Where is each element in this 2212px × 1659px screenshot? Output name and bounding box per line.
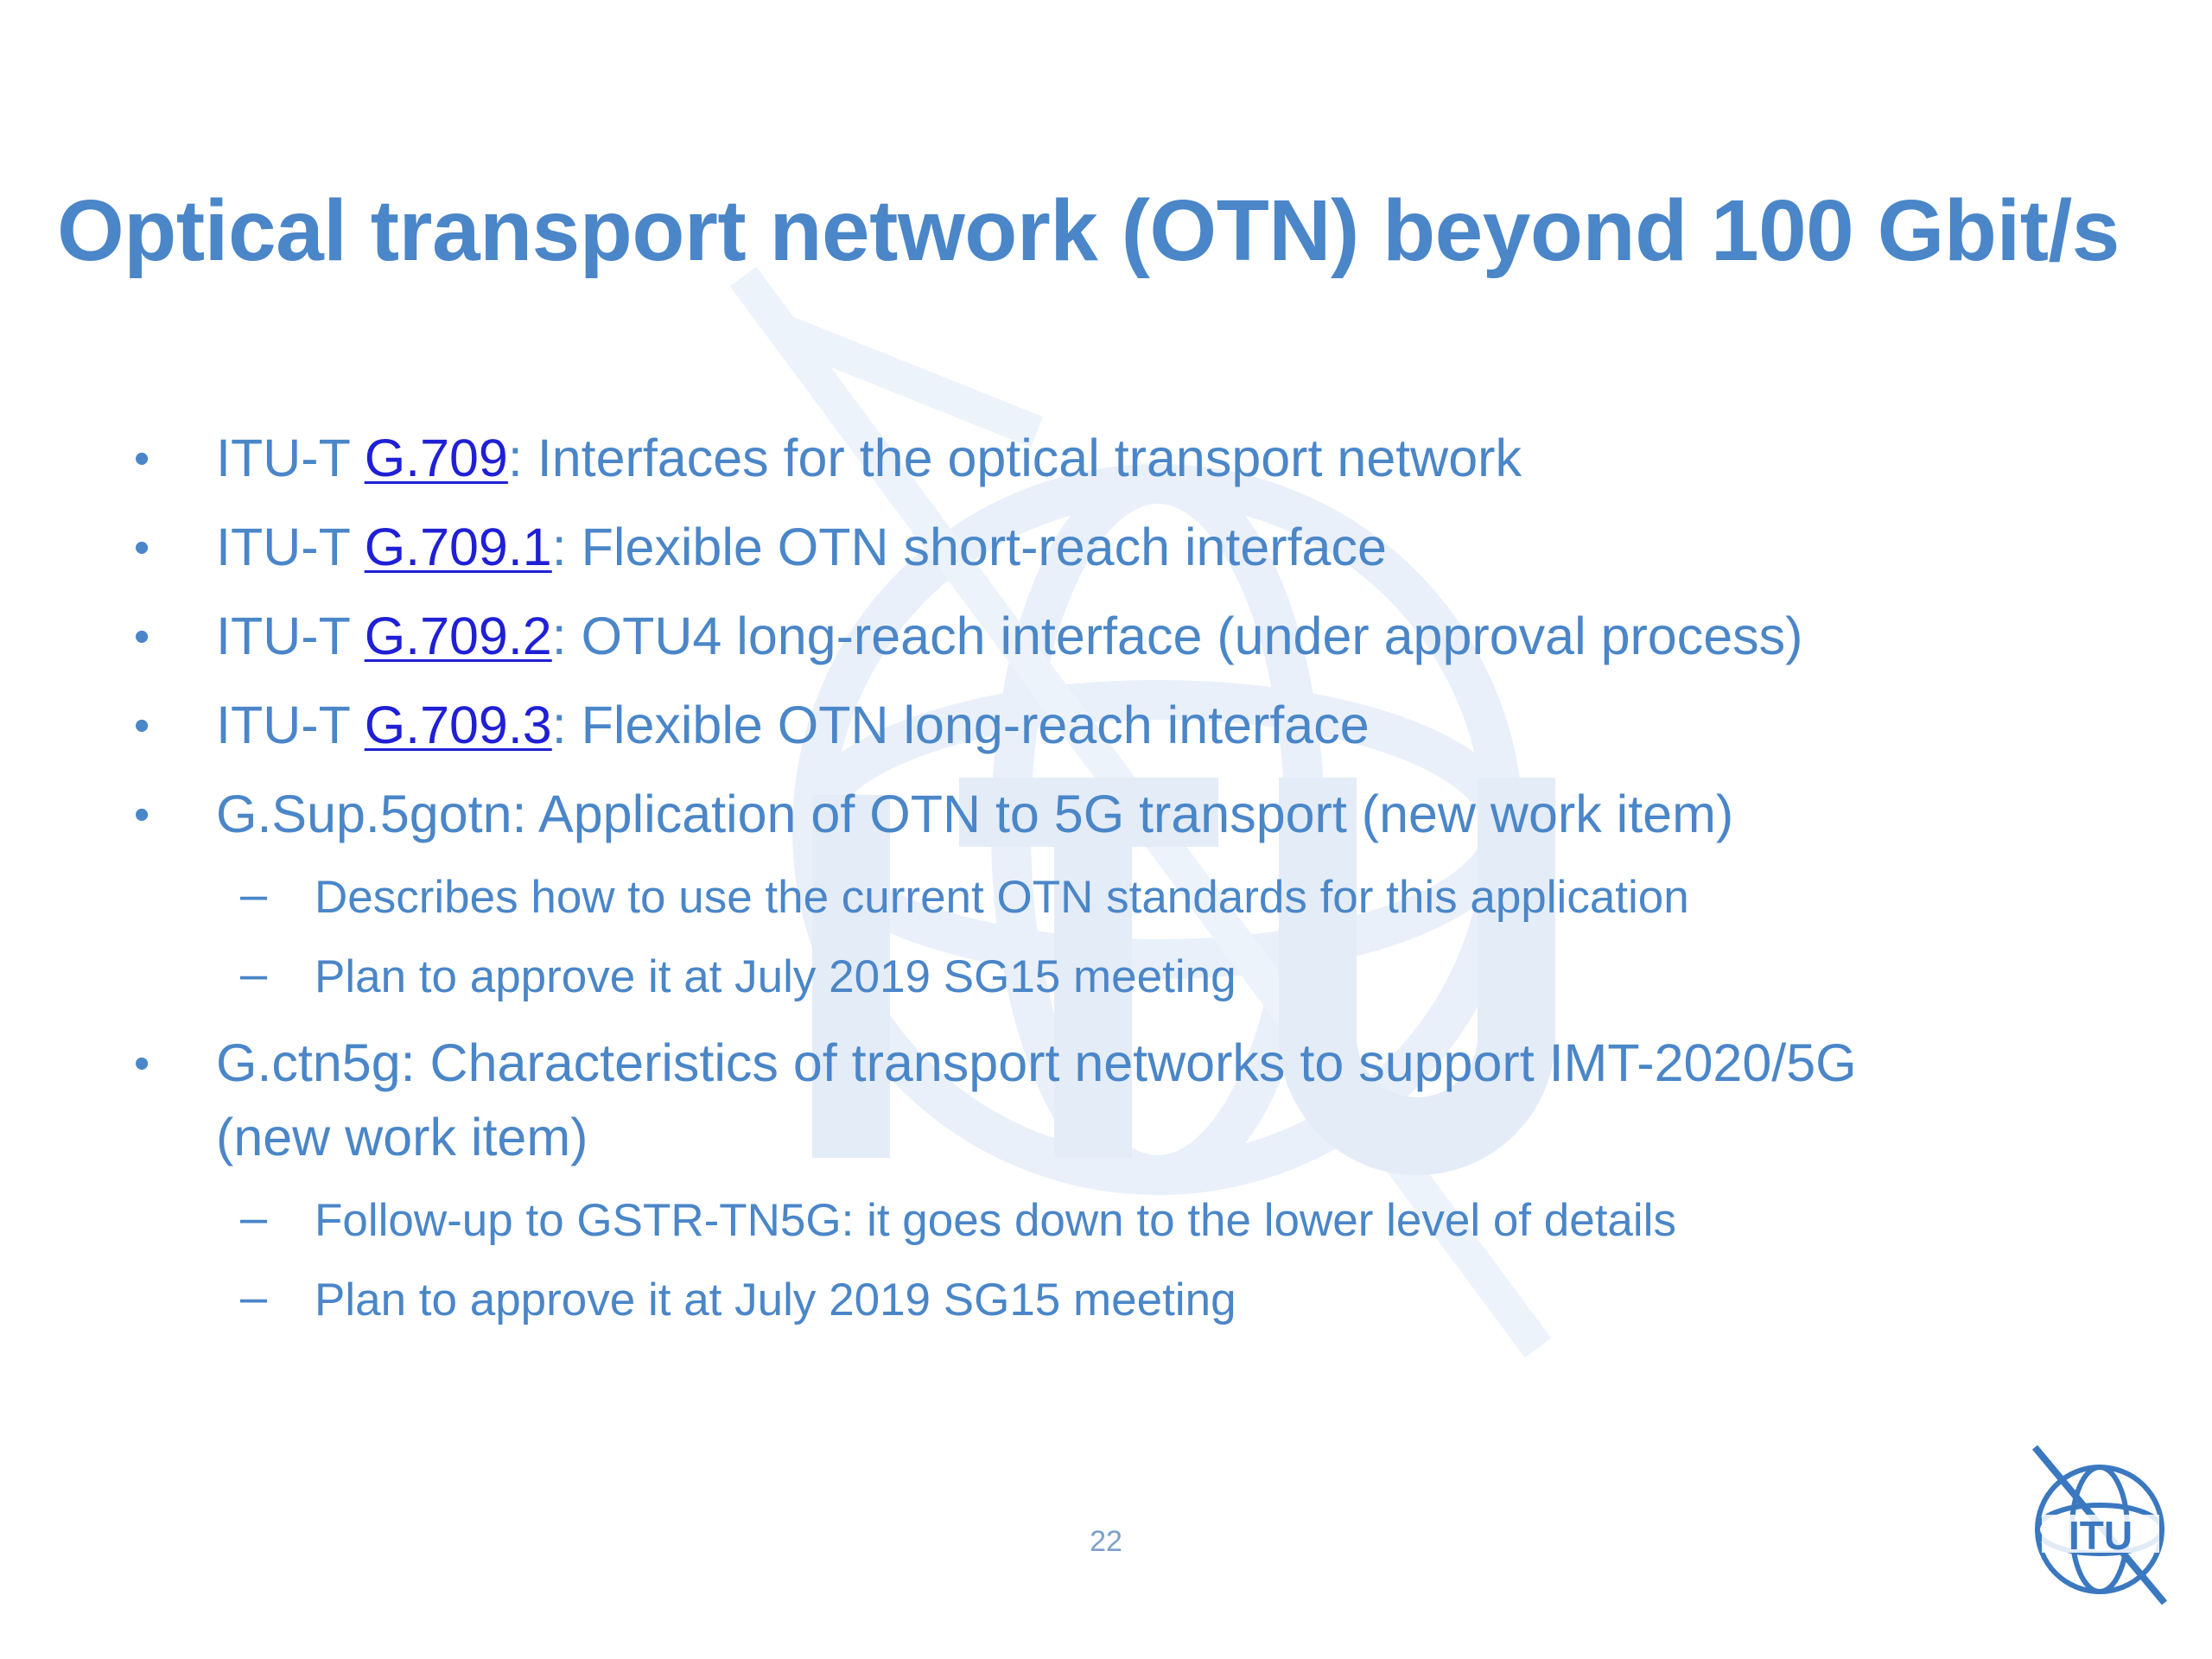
item-prefix: ITU-T — [216, 607, 365, 665]
item-suffix: : OTU4 long-reach interface (under approval process) — [551, 607, 1803, 665]
bullet-icon: • — [134, 612, 150, 662]
link-g709-1[interactable]: G.709.1 — [364, 518, 552, 576]
item-prefix: ITU-T — [216, 696, 365, 754]
item-text: (new work item) — [216, 1108, 588, 1166]
link-g709[interactable]: G.709 — [364, 429, 508, 487]
itu-logo-icon — [2009, 1439, 2182, 1611]
item-suffix: : Flexible OTN short-reach interface — [551, 518, 1387, 576]
bullet-icon: • — [134, 790, 150, 840]
slide-title: Optical transport network (OTN) beyond 100 Gbit/s — [57, 182, 2120, 279]
item-suffix: : Flexible OTN long-reach interface — [551, 696, 1370, 754]
item-prefix: ITU-T — [216, 518, 365, 576]
dash-icon: – — [240, 867, 268, 921]
sub-item-text: Plan to approve it at July 2019 SG15 meeting — [315, 1274, 1236, 1325]
item-text: G.Sup.5gotn: Application of OTN to 5G transport (new work item) — [216, 785, 1734, 843]
sub-item-text: Plan to approve it at July 2019 SG15 meeting — [315, 951, 1236, 1002]
sub-item-text: Describes how to use the current OTN standards for this application — [315, 872, 1689, 923]
dash-icon: – — [240, 1269, 268, 1324]
bullet-icon: • — [134, 523, 150, 573]
item-prefix: ITU-T — [216, 429, 365, 487]
item-text: G.ctn5g: Characteristics of transport networks to support IMT-2020/5G — [216, 1033, 1857, 1092]
link-g709-2[interactable]: G.709.2 — [364, 607, 552, 665]
link-g709-3[interactable]: G.709.3 — [364, 696, 552, 754]
dash-icon: – — [240, 946, 268, 1001]
sub-item-text: Follow-up to GSTR-TN5G: it goes down to the lower level of details — [315, 1195, 1676, 1246]
logo-text: ITU — [2068, 1513, 2133, 1558]
item-suffix: : Interfaces for the optical transport network — [507, 429, 1522, 487]
dash-icon: – — [240, 1190, 268, 1244]
bullet-icon: • — [134, 434, 150, 484]
page-number: 22 — [1090, 1525, 1122, 1558]
bullet-icon: • — [134, 701, 150, 751]
bullet-icon: • — [134, 1039, 150, 1089]
